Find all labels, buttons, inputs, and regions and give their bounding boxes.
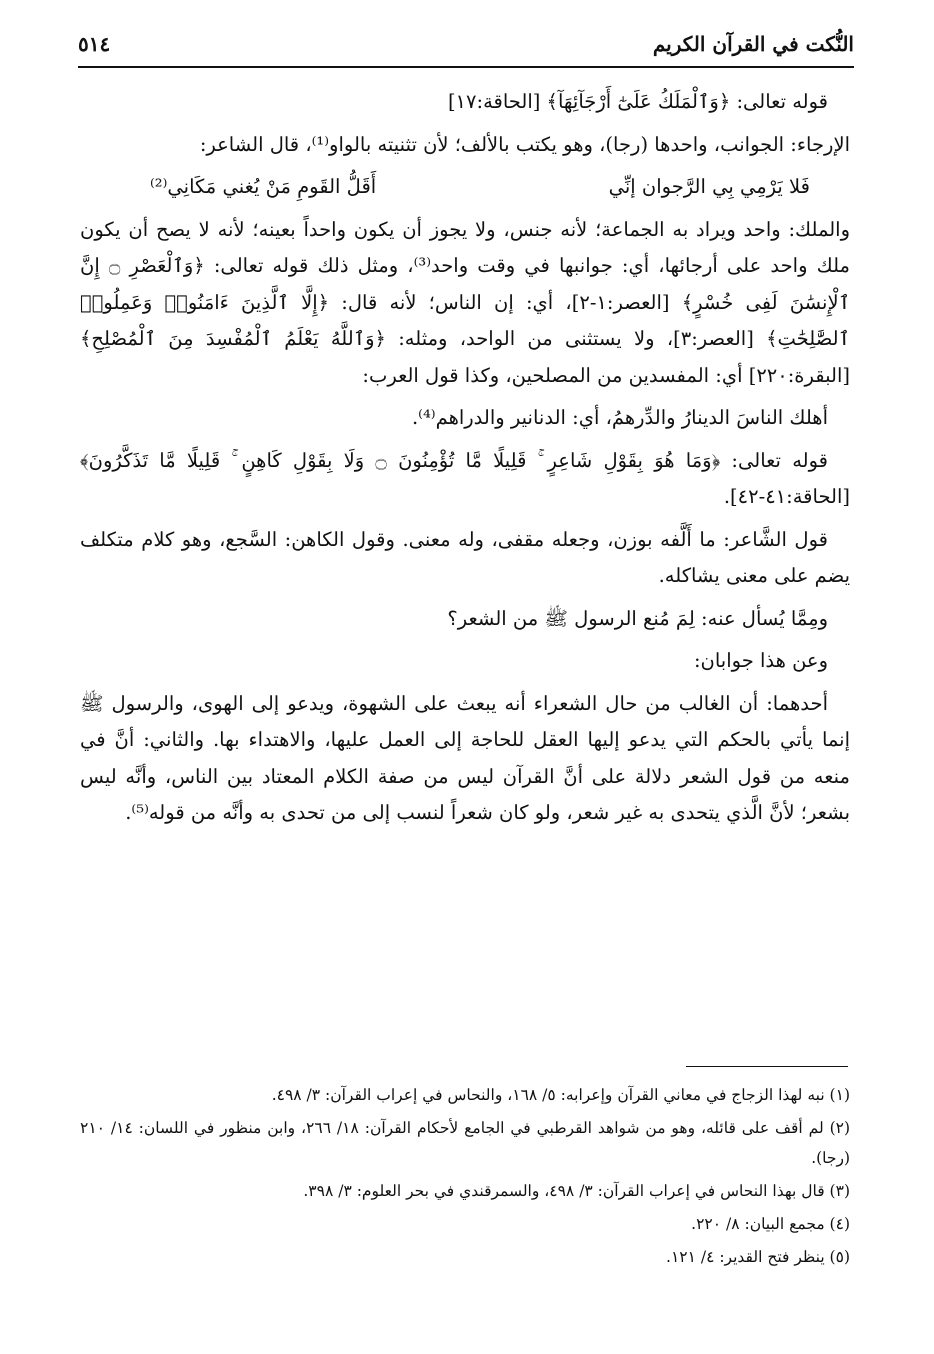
poem-verse xyxy=(80,169,850,206)
verse-hemistich-right: فَلا يَرْمِي بِي الرَّجوان إنِّي xyxy=(608,175,810,198)
paragraph-malak: والملك: واحد ويراد به الجماعة؛ لأنه جنس، ولا يجوز أن يكون واحداً بعينه؛ لأنه لا يصح أن يكون ملك واحد على أرجائها، أي: جوانبها في وقت واحد⁽³⁾، ومثل ذلك قوله تعالى: ﴿وَٱلْعَصْرِ ۝ إِنَّ ٱلْإِنسَٰنَ لَفِى خُسْرٍ﴾ [العصر:١-٢]، أي: إن الناس؛ لأنه قال: ﴿إِلَّا ٱلَّذِينَ ءَامَنُوا۟ وَعَمِلُوا۟ ٱلصَّٰلِحَٰتِ﴾ [العصر:٣]، ولا يستثنى من الواحد، ومثله: ﴿وَٱللَّهُ يَعْلَمُ ٱلْمُفْسِدَ مِنَ ٱلْمُصْلِحِ﴾ [البقرة:٢٢٠] أي: المفسدين من المصلحين، وكذا قول العرب: xyxy=(80,217,850,387)
footnote-2: (٢) لم أقف على قائله، وهو من شواهد القرطبي في الجامع لأحكام القرآن: ١٨/ ٢٦٦، وابن منظور في اللسان: ١٤/ ٢١٠ (رجا). xyxy=(80,1119,851,1167)
paragraph-question: ومِمَّا يُسأل عنه: لِمَ مُنع الرسول ﷺ من الشعر؟ xyxy=(447,606,828,630)
page-header xyxy=(78,28,854,68)
paragraph-proverb: أهلك الناسَ الدينارُ والدِّرهمُ، أي: الدنانير والدراهم⁽⁴⁾. xyxy=(411,406,828,429)
footnote-4: (٤) مجمع البيان: ٨/ ٢٢٠. xyxy=(691,1215,850,1233)
page-number: ٥١٤ xyxy=(78,32,111,56)
paragraph-verse-haqqa: قوله تعالى: ﴿وَمَا هُوَ بِقَوْلِ شَاعِرٍ ۚ قَلِيلًا مَّا تُؤْمِنُونَ ۝ وَلَا بِقَوْلِ كَاهِنٍ ۚ قَلِيلًا مَّا تَذَكَّرُونَ﴾ [الحاقة:٤١-٤٢]. xyxy=(80,448,850,508)
paragraph-poet-definition: قول الشَّاعر: ما أَلَّفه بوزن، وجعله مقفى، وله معنى. وقول الكاهن: السَّجع، وهو كلام متكلف يضم على معنى يشاكله. xyxy=(80,527,850,587)
verse-hemistich-left: أَقَلُّ القَومِ مَنْ يُغني مَكَانِي⁽²⁾ xyxy=(150,175,377,198)
footnote-1: (١) نبه لهذا الزجاج في معاني القرآن وإعرابه: ٥/ ١٦٨، والنحاس في إعراب القرآن: ٣/ ٤٩٨. xyxy=(271,1086,850,1104)
footnote-5: (٥) ينظر فتح القدير: ٤/ ١٢١. xyxy=(666,1248,850,1266)
footnote-divider xyxy=(686,1066,848,1067)
footnotes xyxy=(80,1080,850,1275)
footnote-3: (٣) قال بهذا النحاس في إعراب القرآن: ٣/ ٤٩٨، والسمرقندي في بحر العلوم: ٣/ ٣٩٨. xyxy=(303,1182,850,1200)
paragraph-irja: الإرجاء: الجوانب، واحدها (رجا)، وهو يكتب بالألف؛ لأن تثنيته بالواو⁽¹⁾، قال الشاعر: xyxy=(199,132,850,156)
paragraph-answers: أحدهما: أن الغالب من حال الشعراء أنه يبعث على الشهوة، ويدعو إلى الهوى، والرسول ﷺ إنما يأتي بالحكم التي يدعو إليها العقل للحاجة إلى العمل عليها، والاهتداء بها. والثاني: أنَّ في منعه من قول الشعر دلالة على أنَّ القرآن ليس من صفة الكلام المعتاد بين الناس، وأنَّه ليس بشعر؛ لأنَّ الَّذي يتحدى به غير شعر، ولو كان شعراً لنسب إلى من تحدى به وأنَّه من قوله⁽⁵⁾. xyxy=(80,691,850,824)
main-text xyxy=(80,84,850,838)
paragraph-two-answers: وعن هذا جوابان: xyxy=(693,649,828,672)
running-title: النُّكت في القرآن الكريم xyxy=(652,32,854,56)
paragraph-verse-citation: قوله تعالى: ﴿وَٱلْمَلَكُ عَلَىٰٓ أَرْجَآئِهَآ﴾ [الحاقة:١٧] xyxy=(447,90,828,113)
